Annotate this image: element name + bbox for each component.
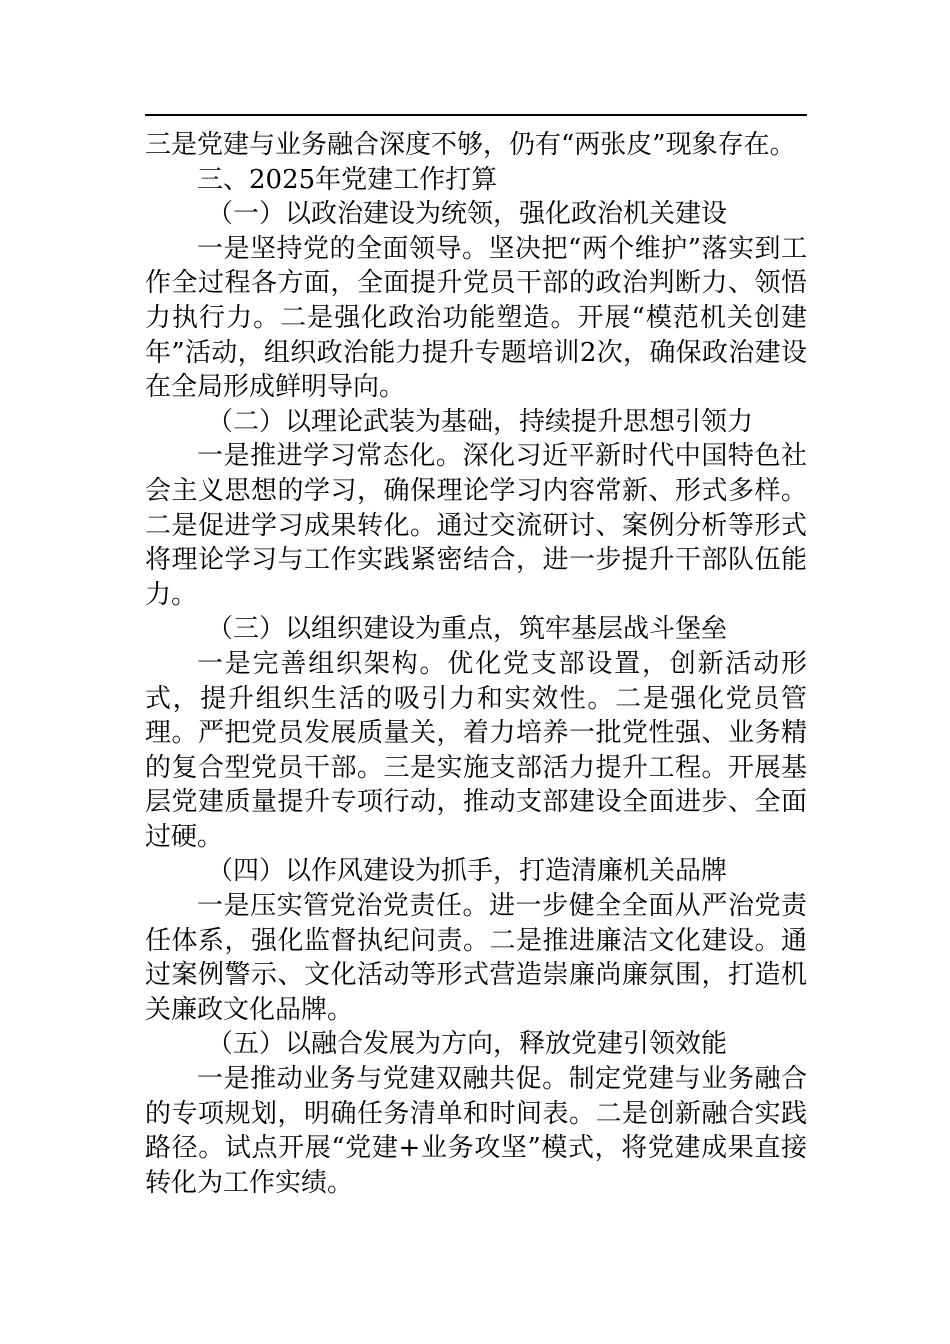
item-1-body: 一是坚持党的全面领导。坚决把“两个维护”落实到工作全过程各方面，全面提升党员干部的政治判断力、领悟力执行力。二是强化政治功能塑造。开展“模范机关创建年”活动，组织政治能力提升专题培训2次，确保政治建设在全局形成鲜明导向。 <box>145 233 807 403</box>
item-5-heading: （五）以融合发展为方向，释放党建引领效能 <box>207 1029 728 1060</box>
section-title: 三、2025年党建工作打算 <box>197 164 498 195</box>
item-1-heading: （一）以政治建设为统领，强化政治机关建设 <box>207 199 728 230</box>
item-4-heading: （四）以作风建设为抓手，打造清廉机关品牌 <box>207 856 728 887</box>
item-3-body: 一是完善组织架构。优化党支部设置，创新活动形式，提升组织生活的吸引力和实效性。二是强化党员管理。严把党员发展质量关，着力培养一批党性强、业务精的复合型党员干部。三是实施支部活力提升工程。开展基层党建质量提升专项行动，推动支部建设全面进步、全面过硬。 <box>145 648 807 852</box>
continuation-paragraph: 三是党建与业务融合深度不够，仍有“两张皮”现象存在。 <box>145 130 796 160</box>
item-4-body: 一是压实管党治党责任。进一步健全全面从严治党责任体系，强化监督执纪问责。二是推进廉洁文化建设。通过案例警示、文化活动等形式营造崇廉尚廉氛围，打造机关廉政文化品牌。 <box>145 891 807 1025</box>
item-5-body: 一是推动业务与党建双融共促。制定党建与业务融合的专项规划，明确任务清单和时间表。二是创新融合实践路径。试点开展“党建+业务攻坚”模式，将党建成果直接转化为工作实绩。 <box>145 1064 807 1198</box>
item-2-body: 一是推进学习常态化。深化习近平新时代中国特色社会主义思想的学习，确保理论学习内容常新、形式多样。二是促进学习成果转化。通过交流研讨、案例分析等形式将理论学习与工作实践紧密结合，进一步提升干部队伍能力。 <box>145 441 807 610</box>
header-rule <box>145 114 807 116</box>
document-body <box>145 128 807 1200</box>
item-3-heading: （三）以组织建设为重点，筑牢基层战斗堡垒 <box>207 614 728 645</box>
item-2-heading: （二）以理论武装为基础，持续提升思想引领力 <box>207 406 754 437</box>
